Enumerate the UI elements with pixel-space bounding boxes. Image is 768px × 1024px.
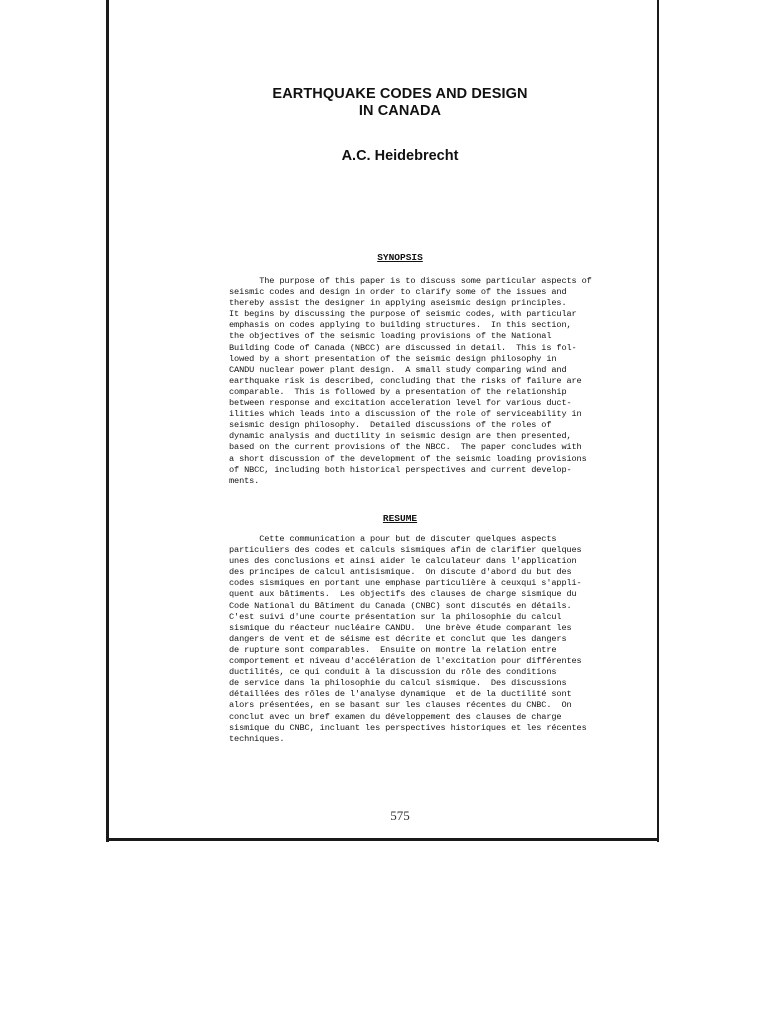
resume-line: sismique du réacteur nucléaire CANDU. Une brève étude comparant les [229,622,572,633]
synopsis-line: of NBCC, including both historical perspectives and current develop- [229,464,572,475]
synopsis-line: Building Code of Canada (NBCC) are discussed in detail. This is fol- [229,342,577,353]
synopsis-line: ments. [229,475,260,486]
resume-line: particuliers des codes et calculs sismiques afin de clarifier quelques [229,545,582,556]
page-border-left [106,0,109,842]
page-number: 575 [390,808,410,823]
synopsis-line: lowed by a short presentation of the seismic design philosophy in [229,353,557,364]
resume-line: alors présentées, en se basant sur les clauses récentes du CNBC. On [229,700,572,711]
synopsis-line: seismic codes and design in order to clarify some of the issues and [229,287,567,298]
resume-line: dangers de vent et de séisme est décrite et conclut que les dangers [229,633,567,644]
resume-line: de service dans la philosophie du calcul sismique. Des discussions [229,678,567,689]
resume-line: sismique du CNBC, incluant les perspectives historiques et les récentes [229,722,587,733]
resume-heading: RESUME [382,513,418,524]
resume-line: comportement et niveau d'accélération de l'excitation pour différentes [229,656,582,667]
synopsis-line: based on the current provisions of the NBCC. The paper concludes with [229,442,582,453]
synopsis-line: comparable. This is followed by a presentation of the relationship [229,386,567,397]
synopsis-line: CANDU nuclear power plant design. A small study comparing wind and [229,364,567,375]
paper-author: A.C. Heidebrecht [341,148,459,164]
synopsis-line: ilities which leads into a discussion of the role of serviceability in [229,409,582,420]
resume-body [229,534,589,745]
resume-line: Code National du Bâtiment du Canada (CNBC) sont discutés en détails. [229,600,572,611]
resume-line: codes sismiques en portant une emphase particulière à ceuxqui s'appli- [229,578,582,589]
synopsis-line: earthquake risk is described, concluding that the risks of failure are [229,375,582,386]
resume-line: des principes de calcul antisismique. On discute d'abord du but des [229,567,572,578]
resume-line: quent aux bâtiments. Les objectifs des clauses de charge sismique du [229,589,577,600]
resume-line: détaillées des rôles de l'analyse dynamique et de la ductilité sont [229,689,572,700]
synopsis-line: dynamic analysis and ductility in seismic design are then presented, [229,431,572,442]
synopsis-line: thereby assist the designer in applying aseismic design principles. [229,298,567,309]
resume-line: ductilités, ce qui conduit à la discussion du rôle des conditions [229,667,557,678]
synopsis-line: the objectives of the seismic loading provisions of the National [229,331,552,342]
synopsis-body [229,276,592,487]
page-border-right [657,0,659,842]
page-border-bottom [106,838,659,841]
resume-line: de rupture sont comparables. Ensuite on montre la relation entre [229,644,557,655]
synopsis-line: The purpose of this paper is to discuss some particular aspects of [229,276,592,286]
resume-line: Cette communication a pour but de discuter quelques aspects [229,534,557,544]
synopsis-line: seismic design philosophy. Detailed discussions of the roles of [229,420,552,431]
resume-line: techniques. [229,733,285,744]
paper-title-line-1: EARTHQUAKE CODES AND DESIGN [272,86,528,102]
resume-line: C'est suivi d'une courte présentation sur la philosophie du calcul [229,611,562,622]
synopsis-line: It begins by discussing the purpose of seismic codes, with particular [229,309,577,320]
resume-line: unes des conclusions et ainsi aider le calculateur dans l'application [229,556,577,567]
synopsis-line: a short discussion of the development of the seismic loading provisions [229,453,587,464]
synopsis-heading: SYNOPSIS [377,252,423,263]
paper-title-line-2: IN CANADA [358,103,442,119]
resume-line: conclut avec un bref examen du développement des clauses de charge [229,711,562,722]
synopsis-line: emphasis on codes applying to building structures. In this section, [229,320,572,331]
synopsis-line: between response and excitation acceleration level for various duct- [229,398,572,409]
paper-title [190,86,610,120]
